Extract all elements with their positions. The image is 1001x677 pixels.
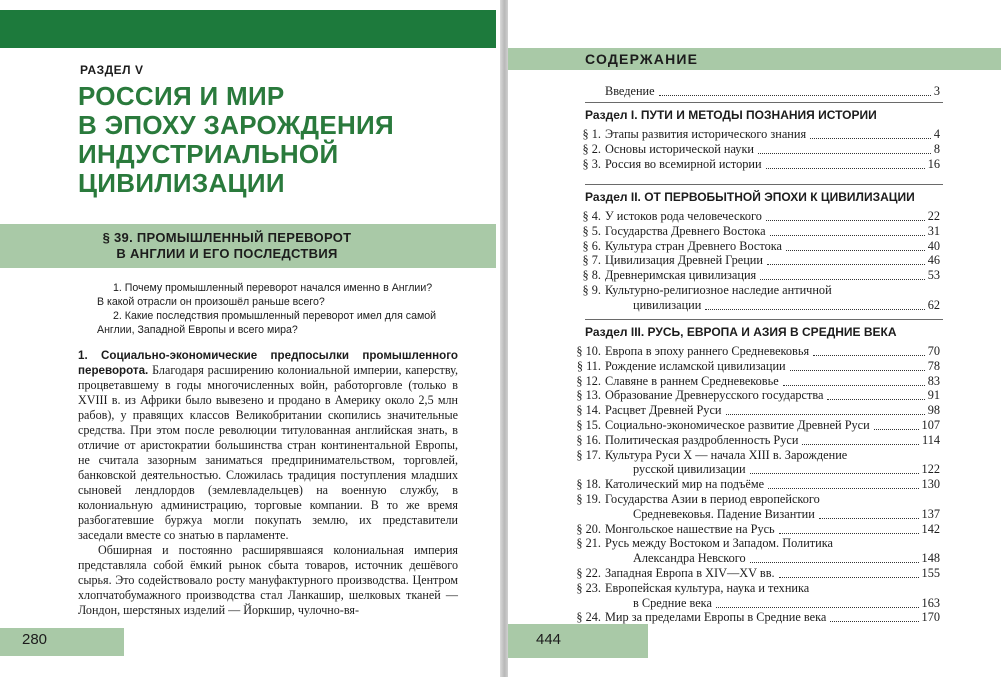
contents-title: СОДЕРЖАНИЕ: [585, 51, 699, 67]
toc-entry-number: § 2.: [582, 141, 601, 156]
question-line: В какой отрасли он произошёл раньше всего?: [97, 296, 325, 308]
toc-page-number: 83: [927, 373, 940, 388]
toc-page-number: 16: [927, 156, 940, 171]
toc-entry-number: § 21.: [576, 536, 601, 551]
section-divider: [585, 102, 943, 103]
right-footer-band: [508, 624, 648, 658]
toc-entry-number: § 14.: [576, 403, 601, 418]
toc-entry-number: § 18.: [576, 477, 601, 492]
toc-page-number: 137: [921, 506, 940, 521]
page-number: 444: [536, 631, 562, 648]
toc-entry-title: Рождение исламской цивилизации: [605, 358, 786, 373]
toc-entry-number: § 6.: [582, 238, 601, 253]
toc-page-number: 91: [927, 388, 940, 403]
section-divider: [585, 319, 943, 320]
toc-entry-title: У истоков рода человеческого: [605, 209, 762, 223]
toc-page-number: 98: [927, 403, 940, 418]
right-page: [508, 0, 1001, 677]
toc-entry-title: Александра Невского: [633, 551, 746, 566]
toc-page-number: 130: [921, 477, 940, 492]
toc-entry-title: Культурно-религиозное наследие античной: [605, 283, 832, 297]
toc-entry-number: § 12.: [576, 373, 601, 388]
page-number: 280: [22, 631, 48, 648]
toc-entry-number: § 8.: [582, 268, 601, 283]
toc-page-number: 70: [927, 344, 940, 358]
top-green-bar: [0, 10, 496, 48]
toc-page-number: 53: [927, 268, 940, 283]
toc-entry-number: § 4.: [582, 209, 601, 223]
toc-page-number: 78: [927, 358, 940, 373]
toc-entry-number: § 16.: [576, 432, 601, 447]
paragraph-title-line: § 39. ПРОМЫШЛЕННЫЙ ПЕРЕВОРОТ: [102, 230, 352, 245]
toc-page-number: 148: [921, 551, 940, 566]
question-line: 1. Почему промышленный переворот начался именно в Англии?: [113, 282, 433, 294]
toc-entry-title: Европа в эпоху раннего Средневековья: [605, 344, 810, 358]
toc-entry-number: § 10.: [576, 344, 601, 358]
toc-entry-title: Россия во всемирной истории: [605, 156, 762, 171]
toc-page-number: 3: [933, 84, 940, 98]
chapter-title-line: РОССИЯ И МИР: [78, 81, 285, 111]
toc-entry-number: § 23.: [576, 580, 601, 595]
toc-entry-number: § 1.: [582, 127, 601, 141]
toc-entry-title: в Средние века: [633, 595, 712, 610]
chapter-title: [78, 82, 478, 198]
toc-entry-title: Государства Азии в период европейского: [605, 492, 820, 506]
toc-entry-title: Славяне в раннем Средневековье: [605, 373, 779, 388]
toc-entry-number: § 13.: [576, 388, 601, 403]
toc-page-number: 142: [921, 521, 940, 536]
body-paragraph: Обширная и постоянно расширявшаяся колониальная империя представляла собой ёмкий рынок сбыта товаров, источник дешёвого сырья. Это содействовало росту мануфактурного производства. Центром хлопчатобумажного производства стал Ланкашир, шелковых тканей — Лондон, шерстяных изделий — Йоркшир, чулочно-вя-: [78, 543, 458, 617]
toc-page-number: 22: [927, 209, 940, 223]
toc-entry-title: Мир за пределами Европы в Средние века: [605, 610, 827, 625]
toc-entry-number: § 5.: [582, 223, 601, 238]
toc-entry-number: § 11.: [576, 358, 601, 373]
toc-page-number: 107: [921, 418, 940, 432]
chapter-title-line: В ЭПОХУ ЗАРОЖДЕНИЯ: [78, 110, 395, 140]
toc-entry-number: § 22.: [576, 566, 601, 580]
toc-page-number: 46: [927, 253, 940, 268]
toc-page-number: 62: [927, 297, 940, 312]
toc-page-number: 40: [927, 238, 940, 253]
toc-entry-title: Образование Древнерусского государства: [605, 388, 824, 403]
toc-page-number: 4: [933, 127, 940, 141]
toc-entry-title: Русь между Востоком и Западом. Политика: [605, 536, 833, 551]
paragraph-title-line: В АНГЛИИ И ЕГО ПОСЛЕДСТВИЯ: [116, 246, 338, 261]
toc-entry-title: Расцвет Древней Руси: [605, 403, 722, 418]
toc-entry-title: цивилизации: [633, 297, 702, 312]
toc-page-number: 122: [921, 462, 940, 477]
left-footer-band: [0, 628, 124, 656]
toc-entry-number: § 9.: [582, 283, 601, 297]
toc-entry-title: Основы исторической науки: [605, 141, 755, 156]
body-paragraph: [78, 348, 458, 543]
toc-entry-title: Католический мир на подъёме: [605, 477, 765, 492]
toc-entry-title: русской цивилизации: [633, 462, 746, 477]
body-subheading: 1. Социально-экономические предпосылки промышленного переворота.: [78, 349, 458, 377]
chapter-title-line: ИНДУСТРИАЛЬНОЙ: [78, 139, 339, 169]
body-paragraph-text: Благодаря расширению колониальной империи, каперству, процветавшему в годы многочисленных войн, работорговле (только в XVIII в. из Африки было вывезено и продано в Америку около 2,5 млн рабов), у правящих классов Великобритании скопились значительные средства. При этом после революции титулованная английская знать, в отличие от аристократии большинства стран континентальной Европы, не считала зазорным заниматься предпринимательством, торговлей, банковской деятельностью. Сложилась традиция поступления младших сыновей лендлордов (землевладельцев) на военную службу, в колониальную администрацию, торговые компании. В то же время разбогатевшие буржуа могли покупать землю, их представители заседали вместе со знатью в парламенте.: [78, 363, 458, 542]
toc-entry-number: § 17.: [576, 447, 601, 462]
section-divider: [585, 184, 943, 185]
section-label: РАЗДЕЛ V: [80, 63, 144, 77]
toc-page-number: 170: [921, 610, 940, 625]
toc-entry-title: Культура стран Древнего Востока: [605, 238, 782, 253]
toc-intro-title: Введение: [605, 84, 655, 98]
toc-entry-title: Средневековья. Падение Византии: [633, 506, 815, 521]
question-line: Англии, Западной Европы и всего мира?: [97, 324, 298, 336]
body-text: [78, 348, 458, 618]
toc-entry-number: § 7.: [582, 253, 601, 268]
toc-section-heading: Раздел I. ПУТИ И МЕТОДЫ ПОЗНАНИЯ ИСТОРИИ: [585, 108, 877, 122]
review-questions: [97, 281, 457, 337]
toc-entry-number: § 19.: [576, 492, 601, 506]
toc-entry-title: Государства Древнего Востока: [605, 223, 766, 238]
chapter-title-line: ЦИВИЛИЗАЦИИ: [78, 168, 285, 198]
toc-section-heading: Раздел III. РУСЬ, ЕВРОПА И АЗИЯ В СРЕДНИЕ ВЕКА: [585, 325, 897, 339]
toc-entry-number: § 15.: [576, 418, 601, 432]
toc-section-heading: Раздел II. ОТ ПЕРВОБЫТНОЙ ЭПОХИ К ЦИВИЛИЗАЦИИ: [585, 190, 915, 204]
toc-entry-title: Древнеримская цивилизация: [605, 268, 757, 283]
toc-entry-title: Этапы развития исторического знания: [605, 127, 807, 141]
toc-entry-title: Политическая раздробленность Руси: [605, 432, 799, 447]
toc-entry-title: Монгольское нашествие на Русь: [605, 521, 775, 536]
toc-page-number: 155: [921, 566, 940, 580]
left-page: [0, 0, 500, 677]
toc-entry-title: Социально-экономическое развитие Древней Руси: [605, 418, 870, 432]
toc-page-number: 31: [927, 223, 940, 238]
toc-entry-title: Культура Руси X — начала XIII в. Зарождение: [605, 447, 848, 462]
toc-page-number: 163: [921, 595, 940, 610]
toc-entry-number: § 24.: [576, 610, 601, 625]
paragraph-title: [92, 230, 362, 262]
toc-page-number: 8: [933, 141, 940, 156]
toc-page-number: 114: [922, 432, 940, 447]
toc-entry-title: Европейская культура, наука и техника: [605, 580, 810, 595]
contents-band: [508, 48, 1001, 70]
toc-entry-number: § 20.: [576, 521, 601, 536]
toc-entry-number: § 3.: [582, 156, 601, 171]
toc-entry-title: Цивилизация Древней Греции: [605, 253, 763, 268]
question-line: 2. Какие последствия промышленный переворот имел для самой: [113, 310, 437, 322]
toc-entry-title: Западная Европа в XIV—XV вв.: [605, 566, 775, 580]
